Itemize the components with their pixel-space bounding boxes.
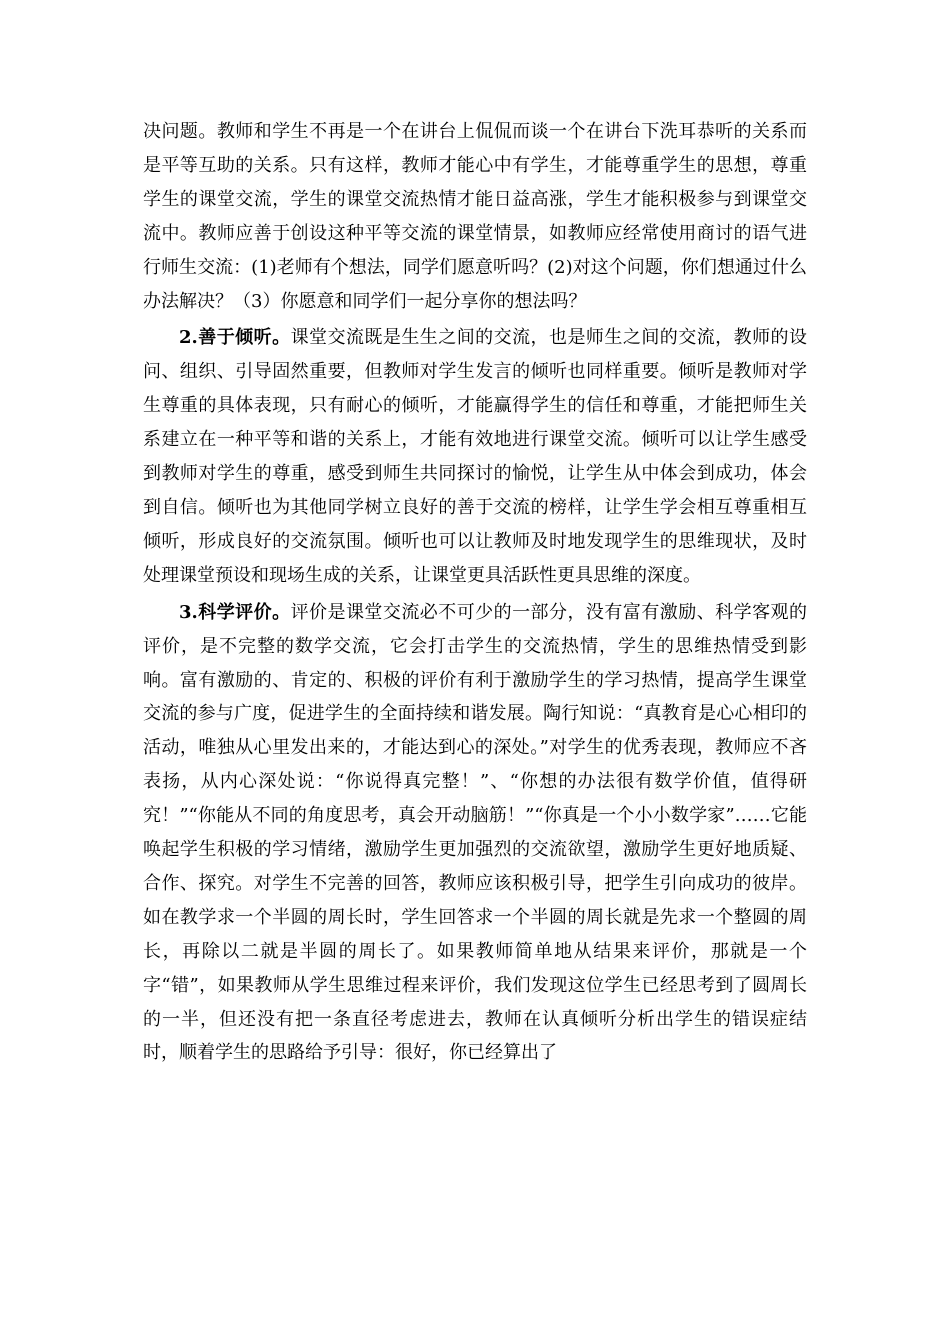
paragraph-listening bbox=[143, 321, 807, 592]
paragraph-text: 决问题。教师和学生不再是一个在讲台上侃侃而谈一个在讲台下洗耳恭听的关系而是平等互助的关系。只有这样，教师才能心中有学生，才能尊重学生的思想，尊重学生的课堂交流，学生的课堂交流热情才能日益高涨，学生才能积极参与到课堂交流中。教师应善于创设这种平等交流的课堂情景，如教师应经常使用商讨的语气进行师生交流：(1)老师有个想法，同学们愿意听吗？(2)对这个问题，你们想通过什么办法解决？（3）你愿意和同学们一起分享你的想法吗？ bbox=[143, 121, 807, 312]
paragraph-text: 评价是课堂交流必不可少的一部分，没有富有激励、科学客观的评价，是不完整的数学交流，它会打击学生的交流热情，学生的思维热情受到影响。富有激励的、肯定的、积极的评价有利于激励学生的学习热情，提高学生课堂交流的参与广度，促进学生的全面持续和谐发展。陶行知说：“真教育是心心相印的活动，唯独从心里发出来的，才能达到心的深处。”对学生的优秀表现，教师应不吝表扬，从内心深处说：“你说得真完整！”、“你想的办法很有数学价值，值得研究！”“你能从不同的角度思考，真会开动脑筋！”“你真是一个小小数学家”……它能唤起学生积极的学习情绪，激励学生更加强烈的交流欲望，激励学生更好地质疑、合作、探究。对学生不完善的回答，教师应该积极引导，把学生引向成功的彼岸。如在教学求一个半圆的周长时，学生回答求一个半圆的周长就是先求一个整圆的周长，再除以二就是半圆的周长了。如果教师简单地从结果来评价，那就是一个字“错”，如果教师从学生思维过程来评价，我们发现这位学生已经思考到了圆周长的一半，但还没有把一条直径考虑进去，教师在认真倾听分析出学生的错误症结时，顺着学生的思路给予引导：很好，你已经算出了 bbox=[143, 601, 807, 1064]
document-body bbox=[143, 115, 807, 1070]
paragraph-continuation bbox=[143, 115, 807, 318]
paragraph-evaluation bbox=[143, 596, 807, 1071]
paragraph-text: 课堂交流既是生生之间的交流，也是师生之间的交流，教师的设问、组织、引导固然重要，但教师对学生发言的倾听也同样重要。倾听是教师对学生尊重的具体表现，只有耐心的倾听，才能赢得学生的信任和尊重，才能把师生关系建立在一种平等和谐的关系上，才能有效地进行课堂交流。倾听可以让学生感受到教师对学生的尊重，感受到师生共同探讨的愉悦，让学生从中体会到成功，体会到自信。倾听也为其他同学树立良好的善于交流的榜样，让学生学会相互尊重相互倾听，形成良好的交流氛围。倾听也可以让教师及时地发现学生的思维现状，及时处理课堂预设和现场生成的关系，让课堂更具活跃性更具思维的深度。 bbox=[143, 327, 807, 586]
section-heading: 3.科学评价。 bbox=[179, 601, 291, 623]
section-heading: 2.善于倾听。 bbox=[179, 327, 291, 349]
